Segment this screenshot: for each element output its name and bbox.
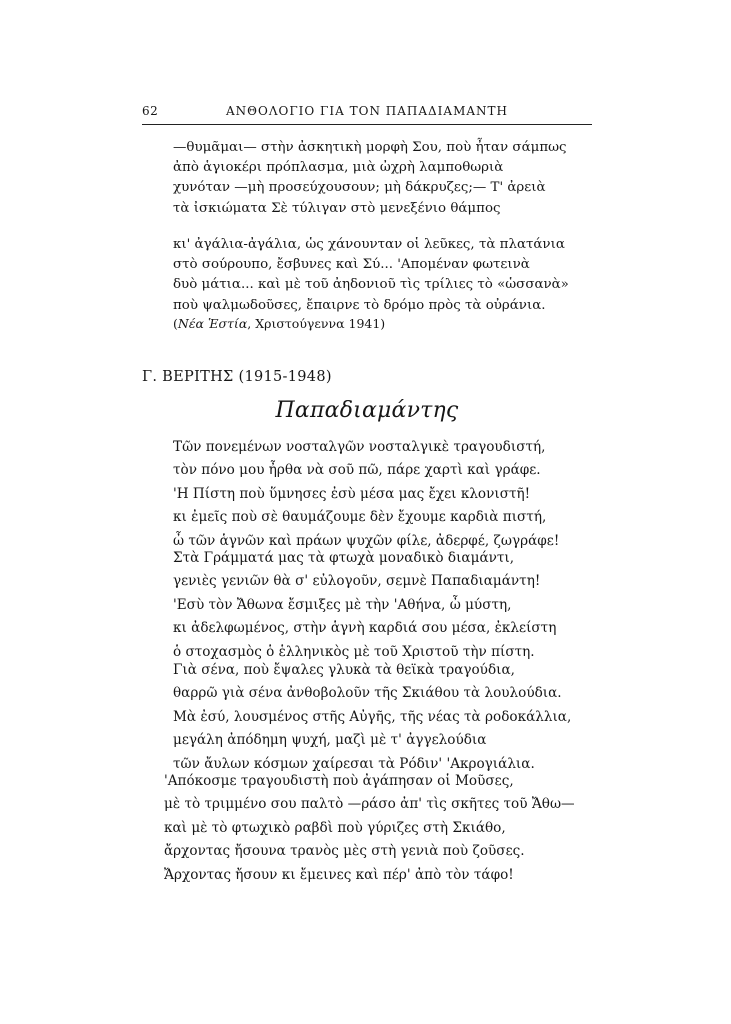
verse-line: μεγάλη ἀπόδημη ψυχή, μαζὶ μὲ τ' ἀγγελούδια xyxy=(173,732,487,749)
verse-line: Μὰ ἐσύ, λουσμένος στῆς Αὐγῆς, τῆς νέας τὰ ροδοκάλλια, xyxy=(173,708,572,725)
verse-line: στὸ σούρουπο, ἔσβυνες καὶ Σύ... 'Απομέναν φωτεινὰ xyxy=(173,257,530,273)
verse-line: κι ἐμεῖς ποὺ σὲ θαυμάζουμε δὲν ἔχουμε καρδιὰ πιστή, xyxy=(173,509,547,526)
page-number: 62 xyxy=(142,104,159,118)
verse-line: ὁ στοχασμὸς ὁ ἑλληνικὸς μὲ τοῦ Χριστοῦ τὴν πίστη. xyxy=(173,643,535,660)
verse-line: 'Απόκοσμε τραγουδιστὴ ποὺ ἀγάπησαν οἱ Μοῦσες, xyxy=(164,773,514,789)
running-title: ΑΝΘΟΛΟΓΙΟ ΓΙΑ ΤΟΝ ΠΑΠΑΔΙΑΜΑΝΤΗ xyxy=(225,104,509,118)
running-header xyxy=(142,104,592,122)
verse-line: καὶ μὲ τὸ φτωχικὸ ραβδὶ ποὺ γύριζες στὴ Σκιάθο, xyxy=(164,819,506,836)
previous-poem-stanza-1 xyxy=(173,138,567,219)
verse-line: Τῶν πονεμένων νοσταλγῶν νοσταλγικὲ τραγουδιστή, xyxy=(173,439,546,455)
source-citation xyxy=(173,316,385,331)
poem-stanza-3 xyxy=(173,659,571,776)
verse-line: ποὺ ψαλμωδοῦσες, ἔπαιρνε τὸ δρόμο πρὸς τὰ οὐράνια. xyxy=(173,297,546,313)
poem-stanza-1 xyxy=(173,436,559,553)
source-open: ( xyxy=(173,316,178,331)
source-publication: Νέα Ἑστία xyxy=(177,316,248,331)
verse-line: χυνόταν —μὴ προσεύχουσουν; μὴ δάκρυζες;— Τ' ἀρειὰ xyxy=(173,180,546,196)
verse-line: Γιὰ σένα, ποὺ ἔψαλες γλυκὰ τὰ θεϊκὰ τραγούδια, xyxy=(173,662,515,678)
verse-line: Στὰ Γράμματά μας τὰ φτωχὰ μοναδικὸ διαμάντι, xyxy=(173,550,515,566)
verse-line: κι ἀδελφωμένος, στὴν ἁγνὴ καρδιά σου μέσα, ἐκλείστη xyxy=(173,620,557,637)
verse-line: —θυμᾶμαι— στὴν ἀσκητικὴ μορφὴ Σου, ποὺ ἦταν σάμπως xyxy=(173,140,567,155)
author-heading: Γ. ΒΕΡΙΤΗΣ (1915-1948) xyxy=(142,369,332,385)
verse-line: δυὸ μάτια... καὶ μὲ τοῦ ἀηδονιοῦ τὶς τρίλιες τὸ «ὡσσανὰ» xyxy=(173,277,569,293)
verse-line: τὸν πόνο μου ἦρθα νὰ σοῦ πῶ, πάρε χαρτὶ καὶ γράφε. xyxy=(173,462,541,479)
poem-stanza-2 xyxy=(173,547,556,664)
verse-line: γενιὲς γενιῶν θὰ σ' εὐλογοῦν, σεμνὲ Παπαδιαμάντη! xyxy=(173,573,541,590)
verse-line: θαρρῶ γιὰ σένα ἀνθοβολοῦν τῆς Σκιάθου τὰ λουλούδια. xyxy=(173,685,562,702)
verse-line: 'Η Πίστη ποὺ ὕμνησες ἐσὺ μέσα μας ἔχει κλονιστῆ! xyxy=(173,485,531,502)
verse-line: κι' ἀγάλια-ἀγάλια, ὡς χάνουνταν οἱ λεῦκες, τὰ πλατάνια xyxy=(173,237,565,252)
verse-line: μὲ τὸ τριμμένο σου παλτὸ —ράσο ἀπ' τὶς σκῆτες τοῦ Ἄθω— xyxy=(164,796,575,813)
poem-stanza-4 xyxy=(164,770,575,887)
verse-line: ὦ τῶν ἁγνῶν καὶ πράων ψυχῶν φίλε, ἀδερφέ, ζωγράφε! xyxy=(173,532,560,549)
verse-line: τὰ ἰσκιώματα Σὲ τύλιγαν στὸ μενεξένιο θάμπος xyxy=(173,200,501,216)
verse-line: Ἄρχοντας ἤσουν κι ἔμεινες καὶ πέρ' ἀπὸ τὸν τάφο! xyxy=(164,866,514,883)
verse-line: τῶν ἄυλων κόσμων χαίρεσαι τὰ Ρόδιν' 'Ακρογιάλια. xyxy=(173,755,535,772)
source-date: , Χριστούγεννα 1941) xyxy=(247,316,386,331)
header-rule xyxy=(142,124,592,125)
previous-poem-stanza-2 xyxy=(173,235,569,316)
poem-title: Παπαδιαμάντης xyxy=(275,398,459,423)
verse-line: 'Εσὺ τὸν Ἄθωνα ἔσμιξες μὲ τὴν 'Αθήνα, ὦ μύστη, xyxy=(173,596,512,613)
verse-line: ἄρχοντας ἤσουνα τρανὸς μὲς στὴ γενιὰ ποὺ ζοῦσες. xyxy=(164,843,525,860)
verse-line: ἀπὸ ἁγιοκέρι πρόπλασμα, μιὰ ὠχρὴ λαμποθωριὰ xyxy=(173,160,504,176)
